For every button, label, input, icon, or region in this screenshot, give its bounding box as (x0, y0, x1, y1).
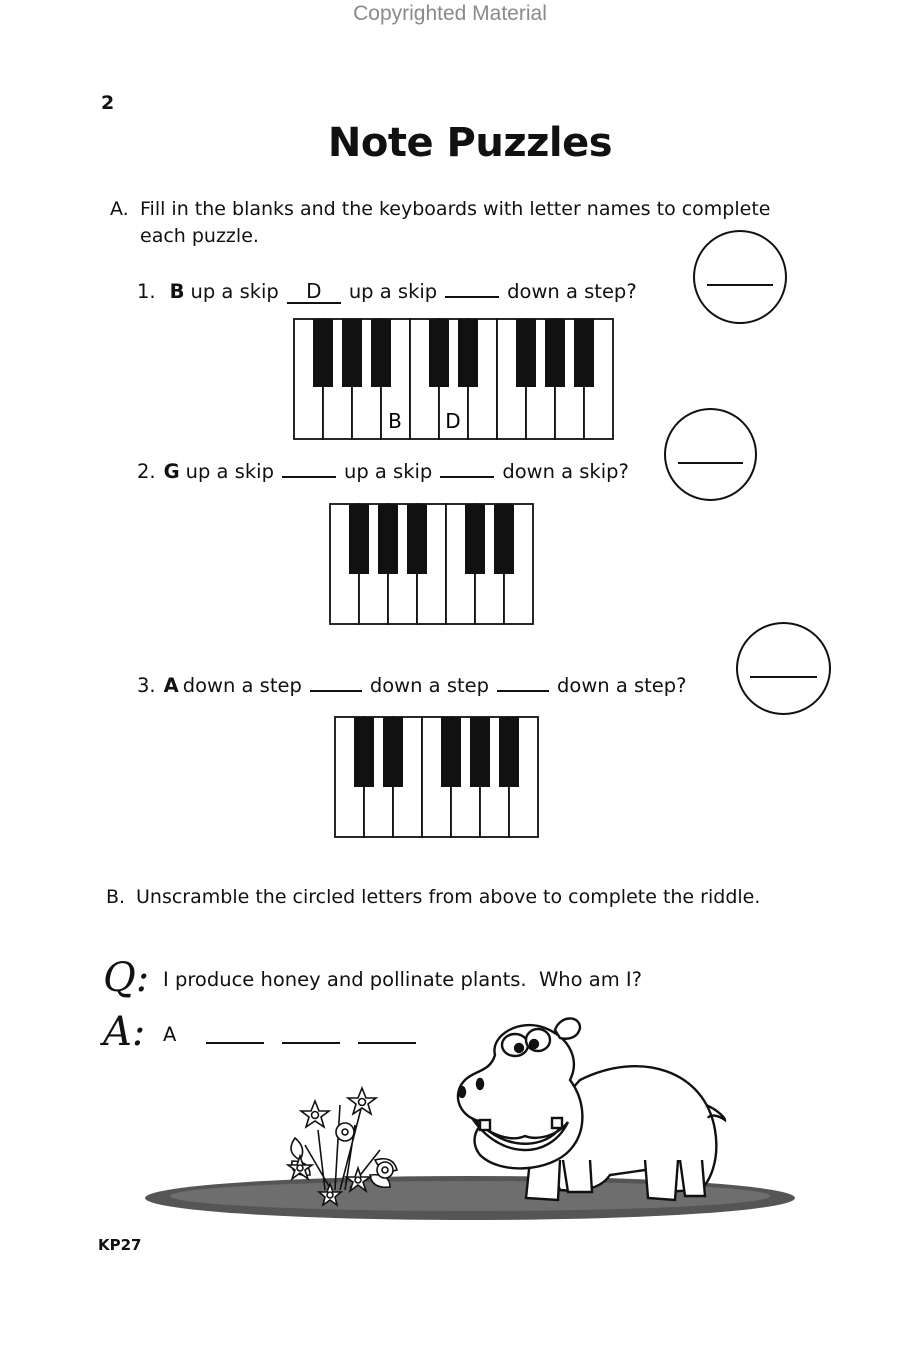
black-key[interactable] (378, 504, 398, 574)
hippo-illustration (140, 1010, 800, 1225)
puzzle-start-note: G (163, 460, 180, 483)
black-key[interactable] (342, 319, 362, 387)
black-key[interactable] (465, 504, 485, 574)
circle-answer-line[interactable] (678, 462, 743, 464)
keyboard-1 (293, 318, 615, 440)
section-b-letter: B. (106, 886, 126, 908)
answer-blank[interactable] (282, 456, 336, 478)
circle-answer-line[interactable] (750, 676, 817, 678)
black-key[interactable] (349, 504, 369, 574)
answer-prefix: A (163, 1023, 177, 1046)
puzzle-3-answer-circle[interactable] (736, 622, 831, 715)
answer-blank[interactable] (287, 279, 341, 304)
puzzle-step-text: down a skip? (502, 460, 629, 483)
puzzle-step-text: up a skip (348, 280, 438, 303)
black-key[interactable] (313, 319, 333, 387)
black-key[interactable] (545, 319, 565, 387)
section-a-instruction (110, 196, 790, 256)
puzzle-step-text: down a step? (557, 674, 687, 697)
black-key[interactable] (354, 717, 374, 787)
puzzle-number: 3. (137, 674, 156, 697)
answer-blank[interactable] (310, 670, 362, 692)
puzzle-step-text: up a skip (190, 280, 279, 303)
puzzle-step-text: up a skip (185, 460, 274, 483)
section-a-letter: A. (110, 198, 129, 220)
puzzle-number: 2. (137, 460, 156, 483)
copyright-watermark: Copyrighted Material (353, 2, 547, 25)
blank-filled-note: D (306, 279, 322, 303)
black-key[interactable] (407, 504, 427, 574)
hippo-leg (645, 1160, 678, 1200)
key-label-d: D (445, 409, 461, 433)
puzzle-1-answer-circle[interactable] (693, 230, 787, 324)
black-key[interactable] (499, 717, 519, 787)
section-a-text: Fill in the blanks and the keyboards with letter names to complete each puzzle. (140, 198, 771, 247)
section-b-text: Unscramble the circled letters from above to complete the riddle. (136, 886, 761, 908)
riddle-question: I produce honey and pollinate plants. Who am I? (163, 968, 642, 991)
puzzle-number: 1. (137, 280, 156, 303)
section-b-instruction (106, 884, 796, 944)
black-key[interactable] (470, 717, 490, 787)
puzzle-3-line (137, 670, 687, 697)
keyboard-3 (334, 716, 540, 838)
keyboard-2 (329, 503, 535, 625)
puzzle-start-note: A (163, 674, 179, 697)
flower (377, 1162, 393, 1178)
answer-blank[interactable] (445, 276, 499, 298)
key-label-b: B (388, 409, 402, 433)
hippo-leg (563, 1160, 592, 1192)
black-key[interactable] (383, 717, 403, 787)
black-key[interactable] (574, 319, 594, 387)
black-key[interactable] (516, 319, 536, 387)
footer-code: KP27 (98, 1236, 142, 1254)
puzzle-1-line (137, 276, 637, 304)
question-mark-glyph: Q: (103, 955, 150, 1001)
hippo-ear (555, 1018, 580, 1038)
hippo (458, 1018, 725, 1200)
black-key[interactable] (429, 319, 449, 387)
puzzle-2-answer-circle[interactable] (664, 408, 757, 501)
hippo-leg (680, 1160, 705, 1196)
puzzle-step-text: up a skip (343, 460, 433, 483)
flower (301, 1101, 329, 1127)
answer-mark-glyph: A: (103, 1009, 146, 1055)
puzzle-start-note: B (169, 280, 185, 303)
flower (348, 1088, 376, 1114)
black-key[interactable] (458, 319, 478, 387)
flower (336, 1123, 354, 1141)
puzzle-step-text: down a step? (507, 280, 637, 303)
page-number: 2 (101, 92, 115, 114)
puzzle-step-text: down a step (369, 674, 490, 697)
hippo-eye (526, 1029, 550, 1051)
black-key[interactable] (441, 717, 461, 787)
puzzle-2-line (137, 456, 629, 483)
page-title: Note Puzzles (327, 120, 613, 166)
black-key[interactable] (371, 319, 391, 387)
black-key[interactable] (494, 504, 514, 574)
answer-blank[interactable] (497, 670, 549, 692)
puzzle-step-text: down a step (182, 674, 302, 697)
answer-blank[interactable] (440, 456, 494, 478)
circle-answer-line[interactable] (707, 284, 773, 286)
